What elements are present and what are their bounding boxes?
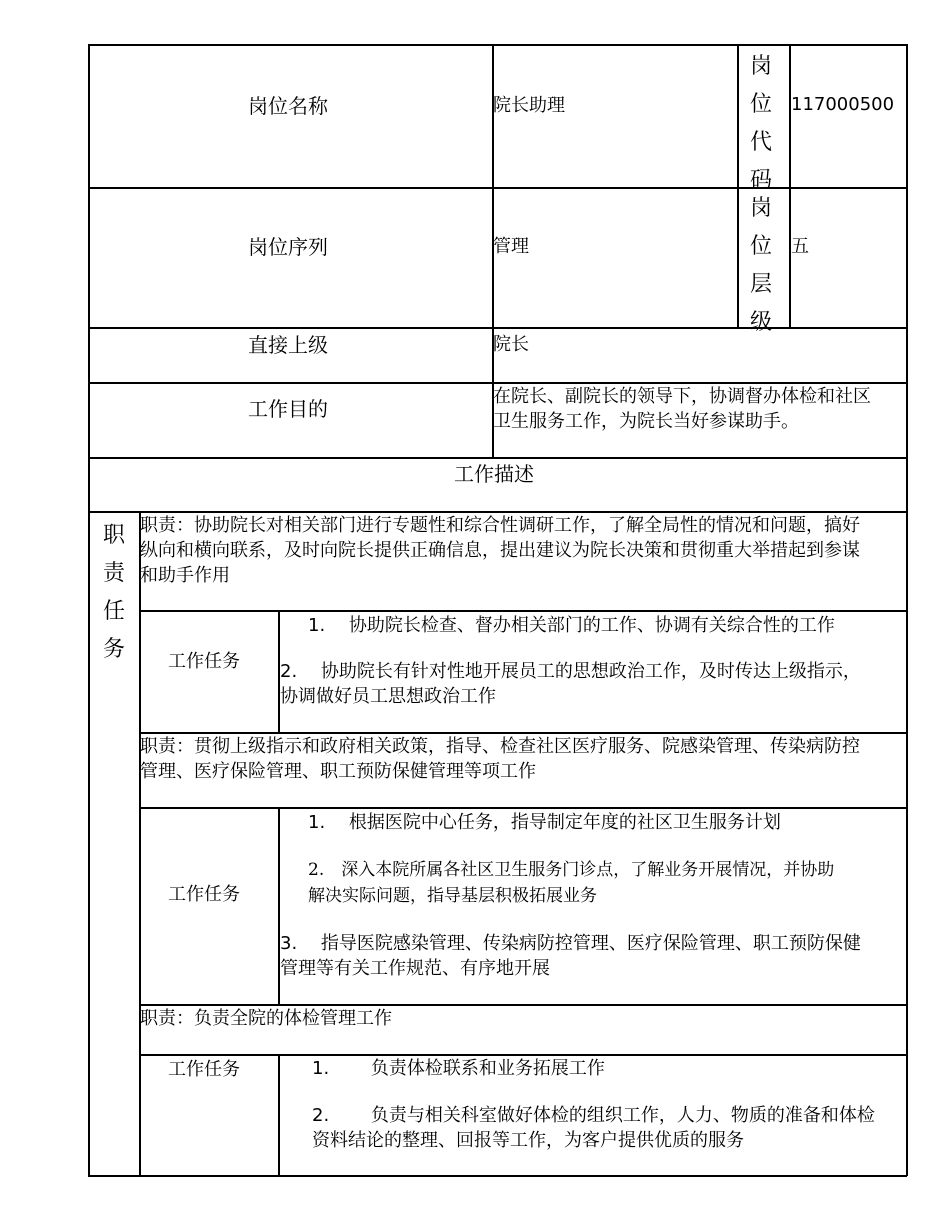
- code-label-left: [737, 44, 739, 328]
- duty-1-line-1: 职责：协助院长对相关部门进行专题性和综合性调研工作，了解全局性的情况和问题，搞好: [140, 515, 860, 536]
- duty-1-line-2: 纵向和横向联系，及时向院长提供正确信息，提出建议为院长决策和贯彻重大举措起到参谋: [140, 540, 860, 561]
- side-label-divider: [139, 511, 141, 1176]
- position-level-label-char-1: 岗: [749, 196, 772, 221]
- row-divider-1: [88, 187, 907, 189]
- position-name-value: 院长助理: [493, 95, 565, 116]
- duty-2-line-1: 职责：贯彻上级指示和政府相关政策，指导、检查社区医疗服务、院感染管理、传染病防控: [140, 736, 860, 757]
- position-code-label: [746, 48, 776, 200]
- duty-2-line-2: 管理、医疗保险管理、职工预防保健管理等项工作: [140, 761, 536, 782]
- duty-1-task-2-line-2: 协调做好员工思想政治工作: [280, 686, 496, 707]
- duty-side-label-char-3: 任: [102, 599, 125, 624]
- position-series-label: 岗位序列: [248, 235, 328, 259]
- position-code-label-char-4: 码: [749, 168, 772, 193]
- task-label-2: 工作任务: [168, 884, 240, 905]
- duty-1-task-1: 1. 协助院长检查、督办相关部门的工作、协调有关综合性的工作: [308, 615, 835, 636]
- duty-3-line-1: 职责：负责全院的体检管理工作: [140, 1008, 392, 1029]
- position-name-label: 岗位名称: [248, 94, 328, 118]
- duty-1-task-2-line-1: 2. 协助院长有针对性地开展员工的思想政治工作，及时传达上级指示，: [280, 661, 861, 682]
- duty-side-label: [99, 517, 129, 669]
- duty-2-task-1: 1. 根据医院中心任务，指导制定年度的社区卫生服务计划: [308, 812, 781, 833]
- duty3-divider: [139, 1004, 907, 1006]
- duty-side-label-char-2: 责: [102, 561, 125, 586]
- duty-side-label-char-4: 务: [102, 637, 125, 662]
- row-divider-3: [88, 382, 907, 384]
- duty3-task-divider: [139, 1054, 907, 1056]
- duty-3-task-2-line-1: 2. 负责与相关科室做好体检的组织工作，人力、物质的准备和体检: [312, 1105, 875, 1126]
- row-divider-4: [88, 457, 907, 459]
- position-series-value: 管理: [493, 236, 529, 257]
- work-purpose-line-2: 卫生服务工作，为院长当好参谋助手。: [493, 411, 799, 432]
- duty-2-task-3-line-2: 管理等有关工作规范、有序地开展: [280, 958, 550, 979]
- duty2-task-divider: [139, 807, 907, 809]
- table-border-left: [88, 44, 90, 1176]
- duty2-divider: [139, 732, 907, 734]
- duty-2-task-2-line-1: 2. 深入本院所属各社区卫生服务门诊点，了解业务开展情况，并协助: [308, 860, 835, 880]
- task-label-1: 工作任务: [168, 651, 240, 672]
- position-level-label: [746, 190, 776, 342]
- work-purpose-line-1: 在院长、副院长的领导下，协调督办体检和社区: [493, 386, 871, 407]
- task-label-3: 工作任务: [168, 1059, 240, 1080]
- position-code-label-char-2: 位: [749, 92, 772, 117]
- work-purpose-label: 工作目的: [248, 397, 328, 421]
- table-border-right: [906, 44, 908, 1176]
- task-label-divider-3: [278, 1054, 280, 1176]
- work-description-title: 工作描述: [454, 462, 534, 486]
- duty-3-task-1: 1. 负责体检联系和业务拓展工作: [312, 1058, 605, 1079]
- position-level-label-char-2: 位: [749, 234, 772, 259]
- row-divider-5: [88, 511, 907, 513]
- position-code-label-char-3: 代: [749, 130, 772, 155]
- duty-1-line-3: 和助手作用: [140, 565, 230, 586]
- direct-superior-label: 直接上级: [248, 333, 328, 357]
- duty-side-label-char-1: 职: [102, 523, 125, 548]
- position-level-value: 五: [791, 236, 809, 257]
- position-level-label-char-4: 级: [749, 310, 772, 335]
- duty-2-task-3-line-1: 3. 指导医院感染管理、传染病防控管理、医疗保险管理、职工预防保健: [280, 933, 861, 954]
- duty-2-task-2-line-2: 解决实际问题，指导基层积极拓展业务: [308, 886, 597, 906]
- duty-3-task-2-line-2: 资料结论的整理、回报等工作，为客户提供优质的服务: [312, 1130, 744, 1151]
- position-level-label-char-3: 层: [749, 272, 772, 297]
- row-divider-2: [88, 327, 907, 329]
- code-label-right: [789, 44, 791, 328]
- table-border-bottom: [88, 1175, 907, 1177]
- position-code-value: 117000500: [791, 94, 895, 115]
- table-border-top: [88, 44, 907, 46]
- duty1-task-divider: [139, 610, 907, 612]
- direct-superior-value: 院长: [493, 334, 529, 355]
- position-code-label-char-1: 岗: [749, 54, 772, 79]
